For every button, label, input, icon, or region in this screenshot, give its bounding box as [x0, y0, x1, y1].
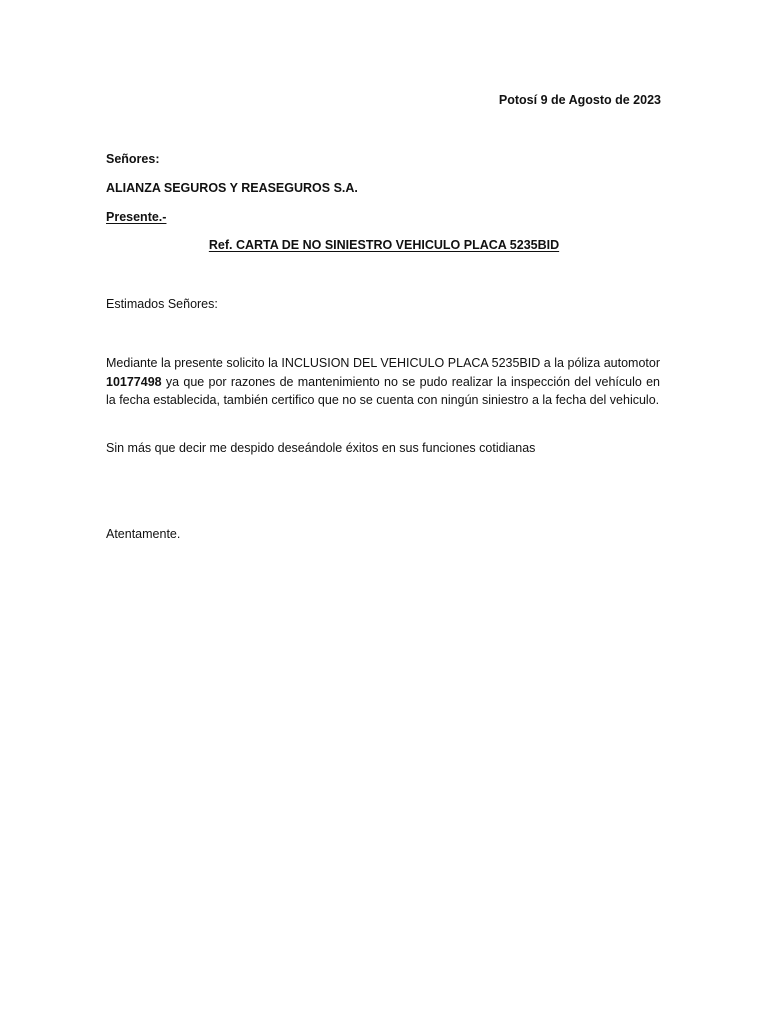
reference-line: Ref. CARTA DE NO SINIESTRO VEHICULO PLACA 5235BID — [208, 238, 560, 252]
recipient-company: ALIANZA SEGUROS Y REASEGUROS S.A. — [106, 181, 358, 195]
body-paragraph — [106, 354, 660, 410]
date-line: Potosí 9 de Agosto de 2023 — [498, 93, 661, 107]
greeting: Estimados Señores: — [106, 297, 218, 311]
signoff: Atentamente. — [106, 527, 181, 541]
policy-number: 10177498 — [106, 374, 162, 389]
salutation: Señores: — [106, 152, 160, 166]
closing-line: Sin más que decir me despido deseándole éxitos en sus funciones cotidianas — [106, 441, 536, 455]
body-text-part-2: ya que por razones de mantenimiento no se pudo realizar la inspección del vehículo en la fecha establecida, también certifico que no se cuenta con ningún siniestro a la fecha del vehiculo. — [106, 374, 660, 407]
body-text-part-1: Mediante la presente solicito la INCLUSION DEL VEHICULO PLACA 5235BID a la póliza automotor — [106, 356, 660, 370]
presente-label: Presente.- — [106, 210, 167, 224]
